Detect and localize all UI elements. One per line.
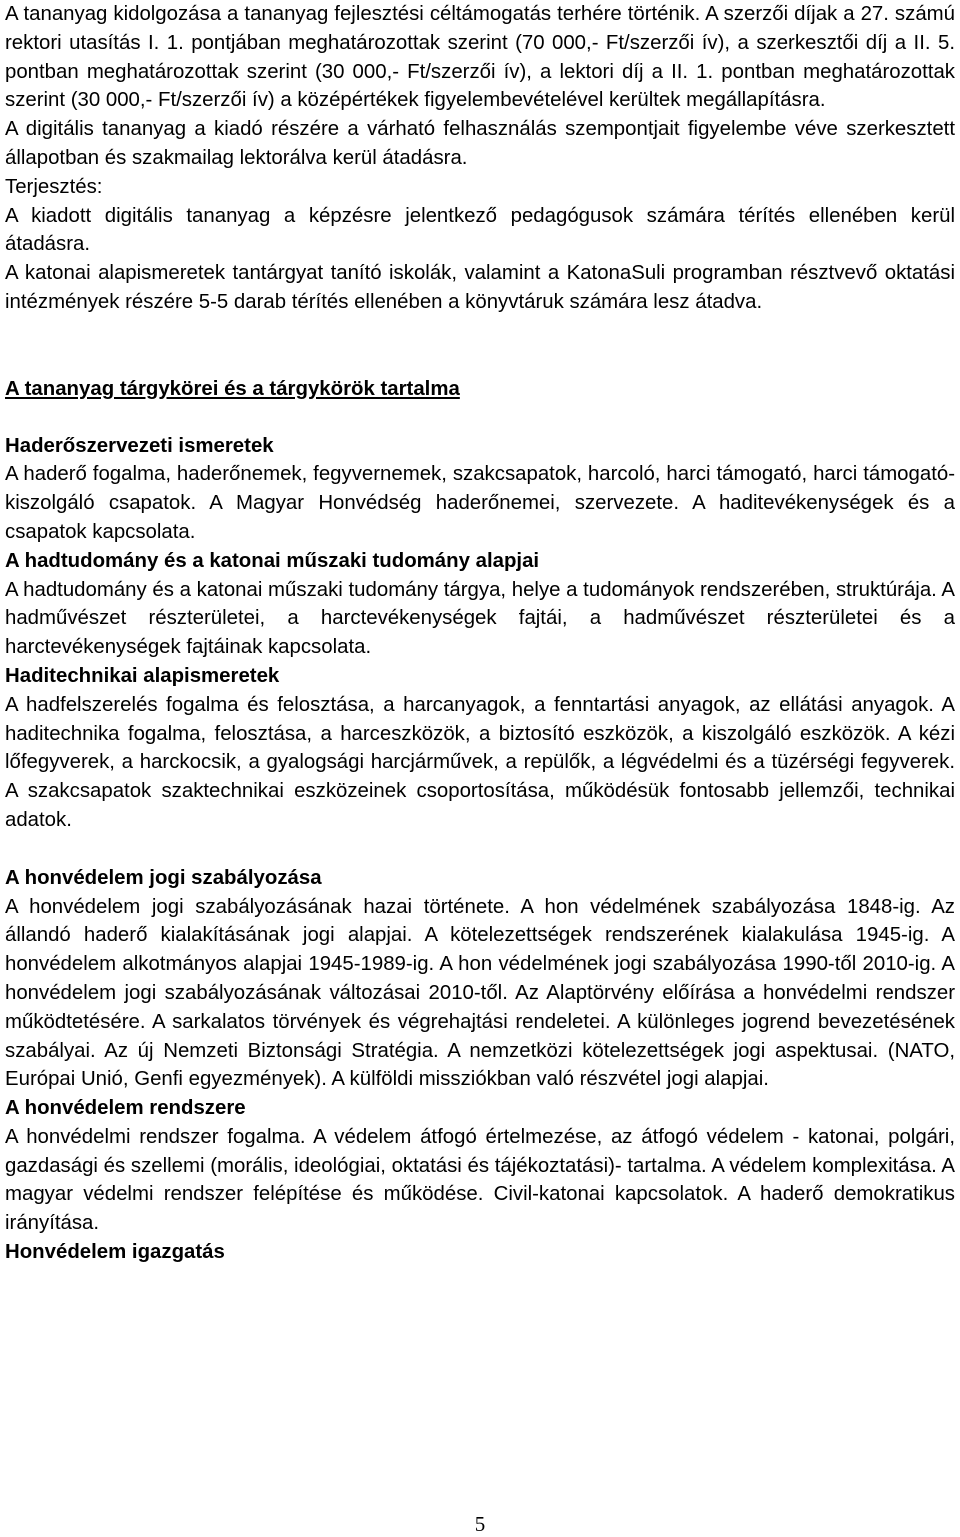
document-page (5, 0, 955, 1267)
topic-text-defence-law: A honvédelem jogi szabályozásának hazai története. A hon védelmének szabályozása 1848-ig. Az állandó haderő kialakításának jogi alapjai. A kötelezettségek rendszerének kialakulása 1945-ig. A honvédelem alkotmányos alapjai 1945-1989-ig. A hon védelmének jogi szabályozása 1990-től 2010-ig. A honvédelem jogi szabályozásának változásai 2010-től. Az Alaptörvény előírása a honvédelmi rendszer működtetésére. A sarkalatos törvények és végrehajtási rendeletei. A különleges jogrend bevezetésének szabályai. Az új Nemzeti Biztonsági Stratégia. A nemzetközi kötelezettségek jogi aspektusai. (NATO, Európai Unió, Genfi egyezmények). A külföldi missziókban való részvétel jogi alapjai. (5, 895, 955, 1091)
topic-heading-military-technology: Haditechnikai alapismeretek (5, 664, 280, 687)
spacer (5, 404, 955, 432)
topic-heading-military-science: A hadtudomány és a katonai műszaki tudomány alapjai (5, 549, 540, 572)
page-number: 5 (474, 1512, 486, 1536)
topic-text-military-technology: A hadfelszerelés fogalma és felosztása, a harcanyagok, a fenntartási anyagok, az ellátási anyagok. A haditechnika fogalma, felosztása, a harceszközök, a biztosító eszközök, a kiszolgáló eszközök. A kézi lőfegyverek, a harckocsik, a gyalogsági harcjárművek, a repülők, a légvédelmi és a tüzérségi fegyverek. A szakcsapatok szaktechnikai eszközeinek csoportosítása, működésük fontosabb jellemzői, technikai adatok. (5, 693, 955, 831)
intro-paragraph-digital-handover: A digitális tananyag a kiadó részére a várható felhasználás szempontjait figyelembe véve szerkesztett állapotban és szakmailag lektorálva kerül átadásra. (5, 118, 955, 169)
intro-paragraph-funding: A tananyag kidolgozása a tananyag fejlesztési céltámogatás terhére történik. A szerzői díjak a 27. számú rektori utasítás I. 1. pontjában meghatározottak szerint (70 000,- Ft/szerzői ív), a szerkesztői díj a II. 5. pontban meghatározottak szerint (30 000,- Ft/szerzői ív), a lektori díj a II. 1. pontban meghatározottak szerint (30 000,- Ft/szerzői ív) a középértékek figyelembevételével kerültek megállapításra. (5, 3, 955, 112)
distribution-paragraph-teachers: A kiadott digitális tananyag a képzésre jelentkező pedagógusok számára térítés ellenében kerül átadásra. (5, 204, 955, 256)
distribution-label: Terjesztés: (5, 175, 103, 198)
topic-heading-defence-law: A honvédelem jogi szabályozása (5, 866, 322, 889)
distribution-paragraph-schools: A katonai alapismeretek tantárgyat tanító iskolák, valamint a KatonaSuli programban résztvevő oktatási intézmények részére 5-5 darab térítés ellenében a könyvtáruk számára lesz átadva. (5, 262, 955, 313)
spacer (5, 835, 955, 864)
section-title: A tananyag tárgykörei és a tárgykörök tartalma (5, 377, 460, 400)
spacer (5, 317, 955, 375)
topic-text-force-organization: A haderő fogalma, haderőnemek, fegyvernemek, szakcsapatok, harcoló, harci támogató, harci támogató-kiszolgáló csapatok. A Magyar Honvédség haderőnemei, szervezete. A haditevékenységek és a csapatok kapcsolata. (5, 463, 955, 543)
topic-heading-defence-administration: Honvédelem igazgatás (5, 1241, 225, 1264)
topic-heading-force-organization: Haderőszervezeti ismeretek (5, 434, 274, 457)
topic-text-military-science: A hadtudomány és a katonai műszaki tudomány tárgya, helye a tudományok rendszerében, struktúrája. A hadművészet részterületei, a harctevékenységek fajtái, a hadművészet részterületei és a harctevékenységek fajtáinak kapcsolata. (5, 578, 955, 659)
topic-heading-defence-system: A honvédelem rendszere (5, 1097, 246, 1120)
topic-text-defence-system: A honvédelmi rendszer fogalma. A védelem átfogó értelmezése, az átfogó védelem - katonai, polgári, gazdasági és szellemi (morális, ideológiai, oktatási és tájékoztatási)- tartalma. A védelem komplexitása. A magyar védelmi rendszer felépítése és működése. Civil-katonai kapcsolatok. A haderő demokratikus irányítása. (5, 1125, 955, 1235)
